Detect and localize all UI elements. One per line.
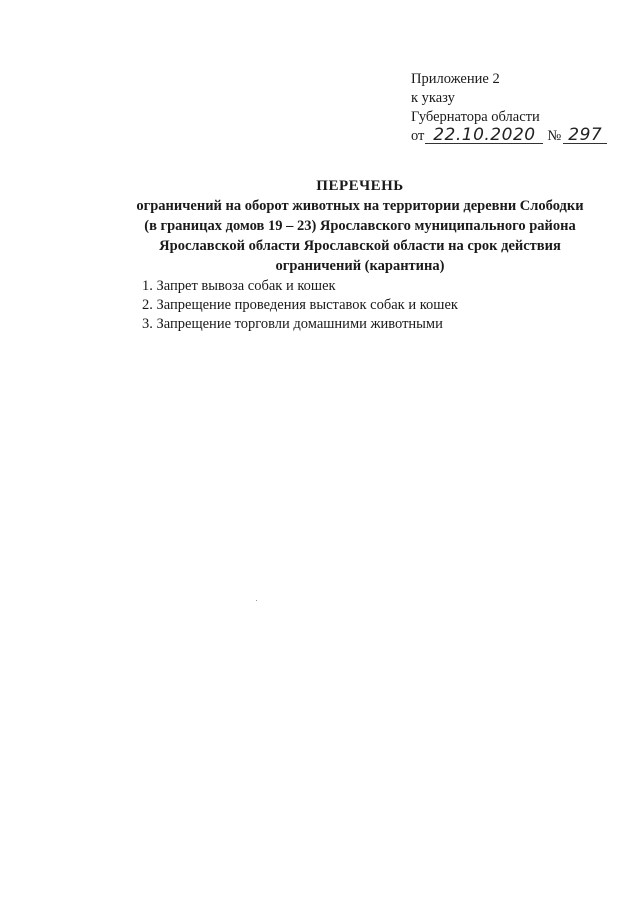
appendix-block (411, 70, 621, 146)
document-title (100, 176, 620, 276)
restrictions-list (142, 277, 458, 334)
handwritten-number: 297 (563, 127, 607, 144)
number-sign: № (547, 128, 562, 144)
handwritten-date: 22.10.2020 (425, 127, 543, 144)
title-line: ограничений на оборот животных на территории деревни Слободки (136, 198, 584, 214)
title-line: (в границах домов 19 – 23) Ярославского муниципального района (144, 218, 576, 234)
list-item: 3. Запрещение торговли домашними животными (142, 316, 443, 332)
date-prefix: от (411, 128, 425, 144)
appendix-date-line (411, 127, 621, 146)
title-line: Ярославской области Ярославской области на срок действия (159, 238, 561, 254)
appendix-number: Приложение 2 (411, 71, 500, 87)
scan-speck (256, 600, 257, 601)
list-item: 1. Запрет вывоза собак и кошек (142, 278, 336, 294)
appendix-decree-ref: к указу (411, 90, 455, 106)
appendix-governor: Губернатора области (411, 109, 540, 125)
title-line: ограничений (карантина) (275, 258, 445, 274)
title-heading: ПЕРЕЧЕНЬ (316, 178, 404, 194)
list-item: 2. Запрещение проведения выставок собак и кошек (142, 297, 458, 313)
